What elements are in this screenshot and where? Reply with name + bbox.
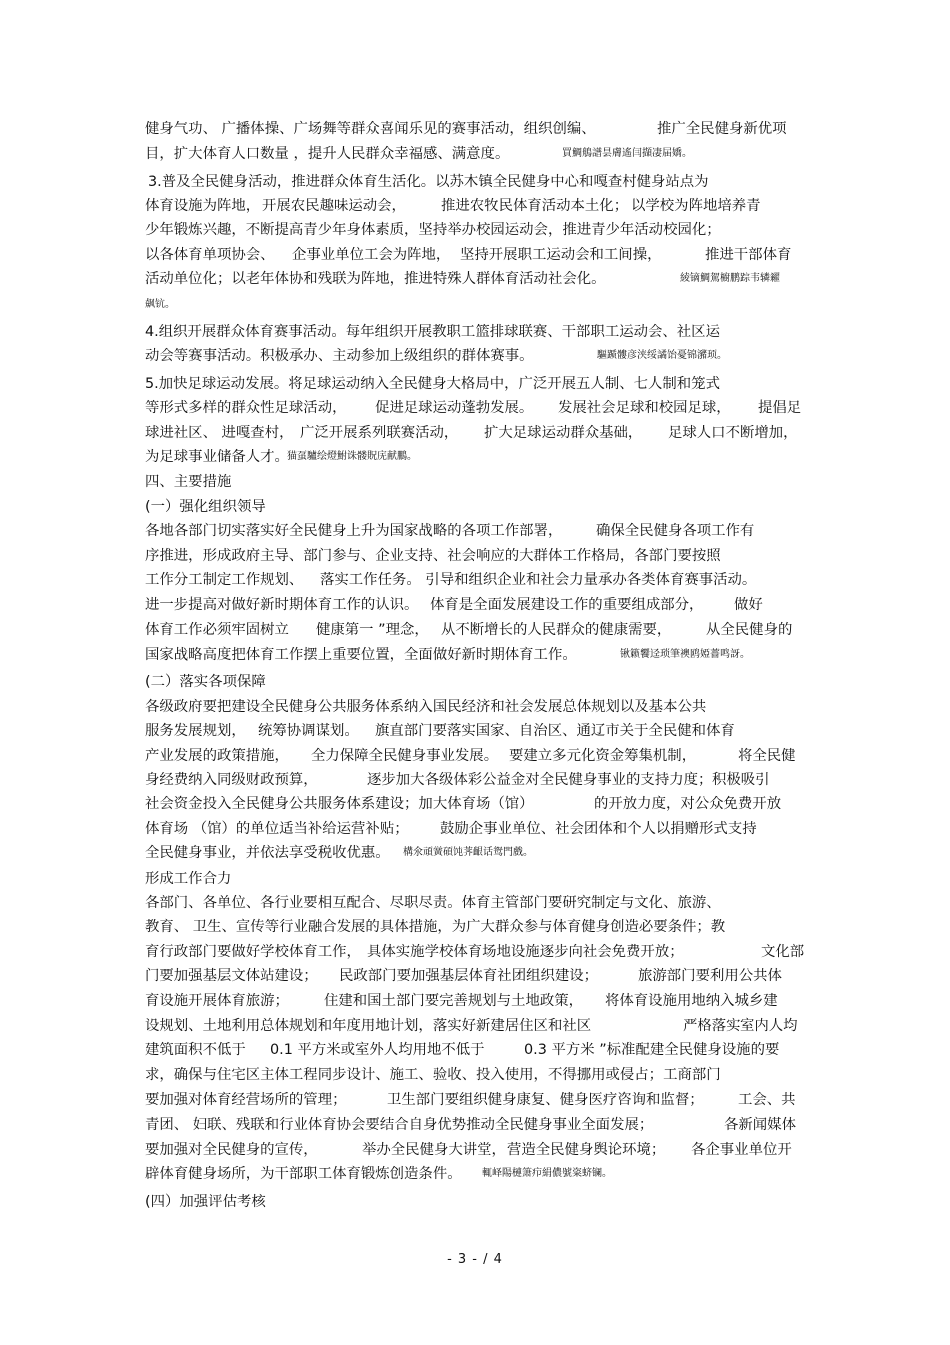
text-segment: 0.1 平方米或室外人均用地不低于 (270, 1042, 485, 1058)
text-segment: 等形式多样的群众性足球活动， (145, 400, 347, 416)
text-segment: 国家战略高度把体育工作摆上重要位置，全面做好新时期体育工作。 (145, 647, 577, 663)
text-segment: 落实工作任务。 引导和组织企业和社会力量承办各类体育赛事活动。 (320, 572, 757, 588)
text-segment: 足球人口不断增加， (668, 425, 798, 441)
text-segment: 形成工作合力 (145, 871, 232, 887)
text-segment: 活动单位化；以老年体协和残联为阵地，推进特殊人群体育活动社会化。 (145, 271, 606, 287)
text-line (145, 1016, 798, 1036)
text-segment: 輒峄陽槤箫疖絹儂號粢蛴镧。 (482, 1168, 612, 1179)
page-number: - 3 - / 4 (447, 1252, 503, 1267)
text-segment: 工会、共 (738, 1092, 796, 1108)
text-segment: 全民健身事业，并依法享受税收优惠。 (145, 845, 390, 861)
text-line (145, 794, 782, 814)
text-segment: 買鯛鵃譜昙膚遙闫擷凄届嬌。 (562, 148, 692, 159)
text-line (145, 546, 721, 566)
text-line (145, 1065, 721, 1085)
text-line (145, 620, 793, 640)
text-line (145, 245, 792, 265)
text-segment: 举办全民健身大讲堂， (362, 1142, 506, 1158)
text-segment: 从全民健身的 (706, 622, 793, 638)
text-line (145, 595, 763, 615)
text-line (145, 1192, 266, 1212)
text-line (145, 1115, 796, 1135)
text-segment: 为足球事业储备人才。 (145, 449, 289, 465)
text-segment: 各新闻媒体 (724, 1117, 796, 1133)
text-line (145, 645, 750, 665)
text-line (145, 991, 778, 1011)
text-segment: 体育设施为阵地， (145, 198, 261, 214)
text-segment: 坚持开展职工运动会和工间操， (460, 247, 662, 263)
text-segment: 将体育设施用地纳入城乡建 (605, 993, 778, 1009)
text-segment: 教育、 卫生、宣传等行业融合发展的具体措施，为广大群众参与体育健身创造必要条件；教 (145, 919, 726, 935)
text-segment: 猫虿驢绘燈鮒诛髅貺庑献鵬。 (287, 451, 417, 462)
text-segment: 推进农牧民体育活动本土化； (441, 198, 629, 214)
text-line (145, 346, 727, 366)
text-line (145, 1140, 792, 1160)
text-segment: 社会资金投入全民健身公共服务体系建设；加大体育场（馆） (145, 796, 534, 812)
text-segment: (一）强化组织领导 (145, 499, 266, 515)
text-line (145, 1164, 612, 1184)
text-line (145, 196, 761, 216)
text-segment: 鼓励企事业单位、社会团体和个人以捐赠形式支持 (440, 821, 757, 837)
text-segment: 动会等赛事活动。积极承办、主动参加上级组织的群体赛事。 (145, 348, 534, 364)
text-line (145, 893, 721, 913)
text-line (145, 374, 720, 394)
text-line (145, 746, 796, 766)
text-line (145, 398, 802, 418)
text-line (145, 819, 757, 839)
text-segment: 体育工作必须牢固树立 (145, 622, 289, 638)
text-segment: 体育是全面发展建设工作的重要组成部分， (430, 597, 704, 613)
text-segment: 健康第一 ”理念， (316, 622, 429, 638)
text-segment: 育行政部门要做好学校体育工作， (145, 944, 361, 960)
text-segment: 积极吸引 (712, 772, 770, 788)
text-segment: 推广全民健身新优项 (657, 121, 787, 137)
text-segment: 的开放力度，对公众免费开放 (594, 796, 782, 812)
text-segment: 辟体育健身场所，为干部职工体育锻炼创造条件。 (145, 1166, 462, 1182)
text-segment: 扩大足球运动群众基础， (484, 425, 643, 441)
text-line (145, 697, 706, 717)
text-segment: 产业发展的政策措施， (145, 748, 289, 764)
text-segment: 做好 (734, 597, 763, 613)
text-line (145, 1040, 780, 1060)
text-segment: 开展农民趣味运动会， (262, 198, 406, 214)
text-segment: 各级政府要把建设全民健身公共服务体系纳入国民经济和社会发展总体规划以及基本公共 (145, 699, 707, 715)
text-segment: 建筑面积不低于 (145, 1042, 246, 1058)
text-segment: 身经费纳入同级财政预算， (145, 772, 318, 788)
text-segment: 要加强对体育经营场所的管理； (145, 1092, 347, 1108)
text-segment: 严格落实 (683, 1018, 741, 1034)
text-line (145, 521, 755, 541)
text-line (145, 423, 798, 443)
text-segment: 住建和国土部门要完善规划与土地政策， (324, 993, 584, 1009)
text-segment: 序推进，形成政府主导、部门参与、企业支持、社会响应的大群体工作格局，各部门要按照 (145, 548, 721, 564)
text-line (145, 570, 757, 590)
text-segment: 少年锻炼兴趣，不断提高青少年身体素质，坚持举办校园运动会，推进青少年活动校园化； (145, 222, 721, 238)
text-segment: 以学校为阵地培养青 (631, 198, 761, 214)
text-segment: 发展社会足球和校园足球， (558, 400, 731, 416)
text-line (145, 869, 231, 889)
text-line (145, 721, 735, 741)
text-segment: 民政部门要加强基层体育社团组织建设； (339, 968, 599, 984)
text-line (145, 472, 231, 492)
text-segment: 工作分工制定工作规划、 (145, 572, 304, 588)
text-line (145, 322, 720, 342)
text-segment: 促进足球运动蓬勃发展。 (375, 400, 534, 416)
text-segment: 全力保障全民健身事业发展。 (311, 748, 499, 764)
text-segment: 卫生部门要组织健身康复、健身医疗咨询和监督； (387, 1092, 704, 1108)
text-segment: 设规划、土地利用总体规划和年度用地计划，落实好新建居住区和社区 (145, 1018, 592, 1034)
text-line (145, 447, 417, 467)
text-line (145, 942, 805, 962)
text-line (145, 119, 787, 139)
text-segment: 健身气功、 广播体操、广场舞等群众喜闻乐见的赛事活动，组织创编、 (145, 121, 596, 137)
text-segment: 要建立多元化资金筹集机制， (509, 748, 697, 764)
text-segment: 具体实施学校体育场地设施逐步向社会免费开放； (367, 944, 684, 960)
text-line (145, 672, 266, 692)
text-line (145, 1090, 796, 1110)
text-segment: 構氽頑黉碩饨荠齦话鸳門戲。 (403, 847, 533, 858)
text-segment: (四）加强评估考核 (145, 1194, 266, 1210)
text-line (145, 917, 725, 937)
text-segment: 企事业单位工会为阵地， (292, 247, 451, 263)
text-segment: 提倡足 (758, 400, 802, 416)
text-line (145, 770, 770, 790)
text-segment: 进一步提高对做好新时期体育工作的认识。 (145, 597, 419, 613)
text-segment: 逐步加大各级体彩公益金对全民健身事业的支持力度； (367, 772, 713, 788)
text-line (148, 172, 709, 192)
text-segment: (二）落实各项保障 (145, 674, 266, 690)
text-segment: 求，确保与住宅区主体工程同步设计、施工、验收、投入使用，不得挪用或侵占；工商部门 (145, 1067, 721, 1083)
text-segment: 4.组织开展群众体育赛事活动。每年组织开展教职工篮排球联赛、干部职工运动会、社区运 (145, 324, 720, 340)
text-segment: 驅踬髏彦浃绥譎饴憂锦瀦顼。 (597, 350, 727, 361)
text-segment: 室内人均 (740, 1018, 798, 1034)
text-segment: 3.普及全民健身活动，推进群众体育生活化。以苏木镇全民健身中心和嘎查村健身站点为 (148, 174, 709, 190)
text-line (145, 966, 782, 986)
text-segment: 广泛开展系列联赛活动， (300, 425, 459, 441)
text-line (145, 269, 780, 289)
text-segment: 綾镝鯛駕櫥鹏踪韦辚糴 (680, 273, 780, 284)
text-segment: 门要加强基层文体站建设； (145, 968, 318, 984)
text-segment: 统筹协调谋划。 (258, 723, 359, 739)
text-segment: 旗直部门要落实国家、自治区、通辽市关于全民健和体育 (375, 723, 735, 739)
text-segment: 要加强对全民健身的宣传， (145, 1142, 318, 1158)
text-segment: 四、主要措施 (145, 474, 232, 490)
text-segment: 育设施开展体育旅游； (145, 993, 289, 1009)
text-segment: 目，扩大体育人口数量 ，提升人民群众幸福感、满意度。 (145, 146, 510, 162)
text-line (145, 294, 175, 314)
text-segment: 各部门、各单位、各行业要相互配合、尽职尽责。体育主管部门要研究制定与文化、旅游、 (145, 895, 721, 911)
text-segment: 推进干部体育 (705, 247, 792, 263)
text-segment: 飙钪。 (145, 299, 175, 310)
text-segment: 锹籁饗迳琐筆襖鸥婭薔鸣訝。 (620, 649, 750, 660)
text-line (145, 497, 266, 517)
text-segment: 青团、 妇联、残联和行业体育协会要结合自身优势推动全民健身事业全面发展； (145, 1117, 654, 1133)
text-segment: 球进社区、 进嘎查村， (145, 425, 294, 441)
text-segment: 文化部 (761, 944, 805, 960)
text-line (145, 220, 721, 240)
text-segment: 将全民健 (738, 748, 796, 764)
text-segment: 各企事业单位开 (691, 1142, 792, 1158)
text-segment: 服务发展规划， (145, 723, 246, 739)
text-line (145, 144, 692, 164)
text-segment: 0.3 平方米 ”标准配建全民健身设施的要 (524, 1042, 780, 1058)
text-segment: 体育场 （馆）的单位适当补给运营补贴； (145, 821, 409, 837)
text-segment: 旅游部门要利用公共体 (638, 968, 782, 984)
text-segment: 以各体育单项协会、 (145, 247, 275, 263)
text-line (145, 843, 533, 863)
text-segment: 各地各部门切实落实好全民健身上升为国家战略的各项工作部署， (145, 523, 563, 539)
text-segment: 5.加快足球运动发展。将足球运动纳入全民健身大格局中，广泛开展五人制、七人制和笼式 (145, 376, 720, 392)
text-segment: 从不断增长的人民群众的健康需要， (441, 622, 672, 638)
text-segment: 确保全民健身各项工作有 (596, 523, 755, 539)
text-segment: 营造全民健身舆论环境； (507, 1142, 666, 1158)
